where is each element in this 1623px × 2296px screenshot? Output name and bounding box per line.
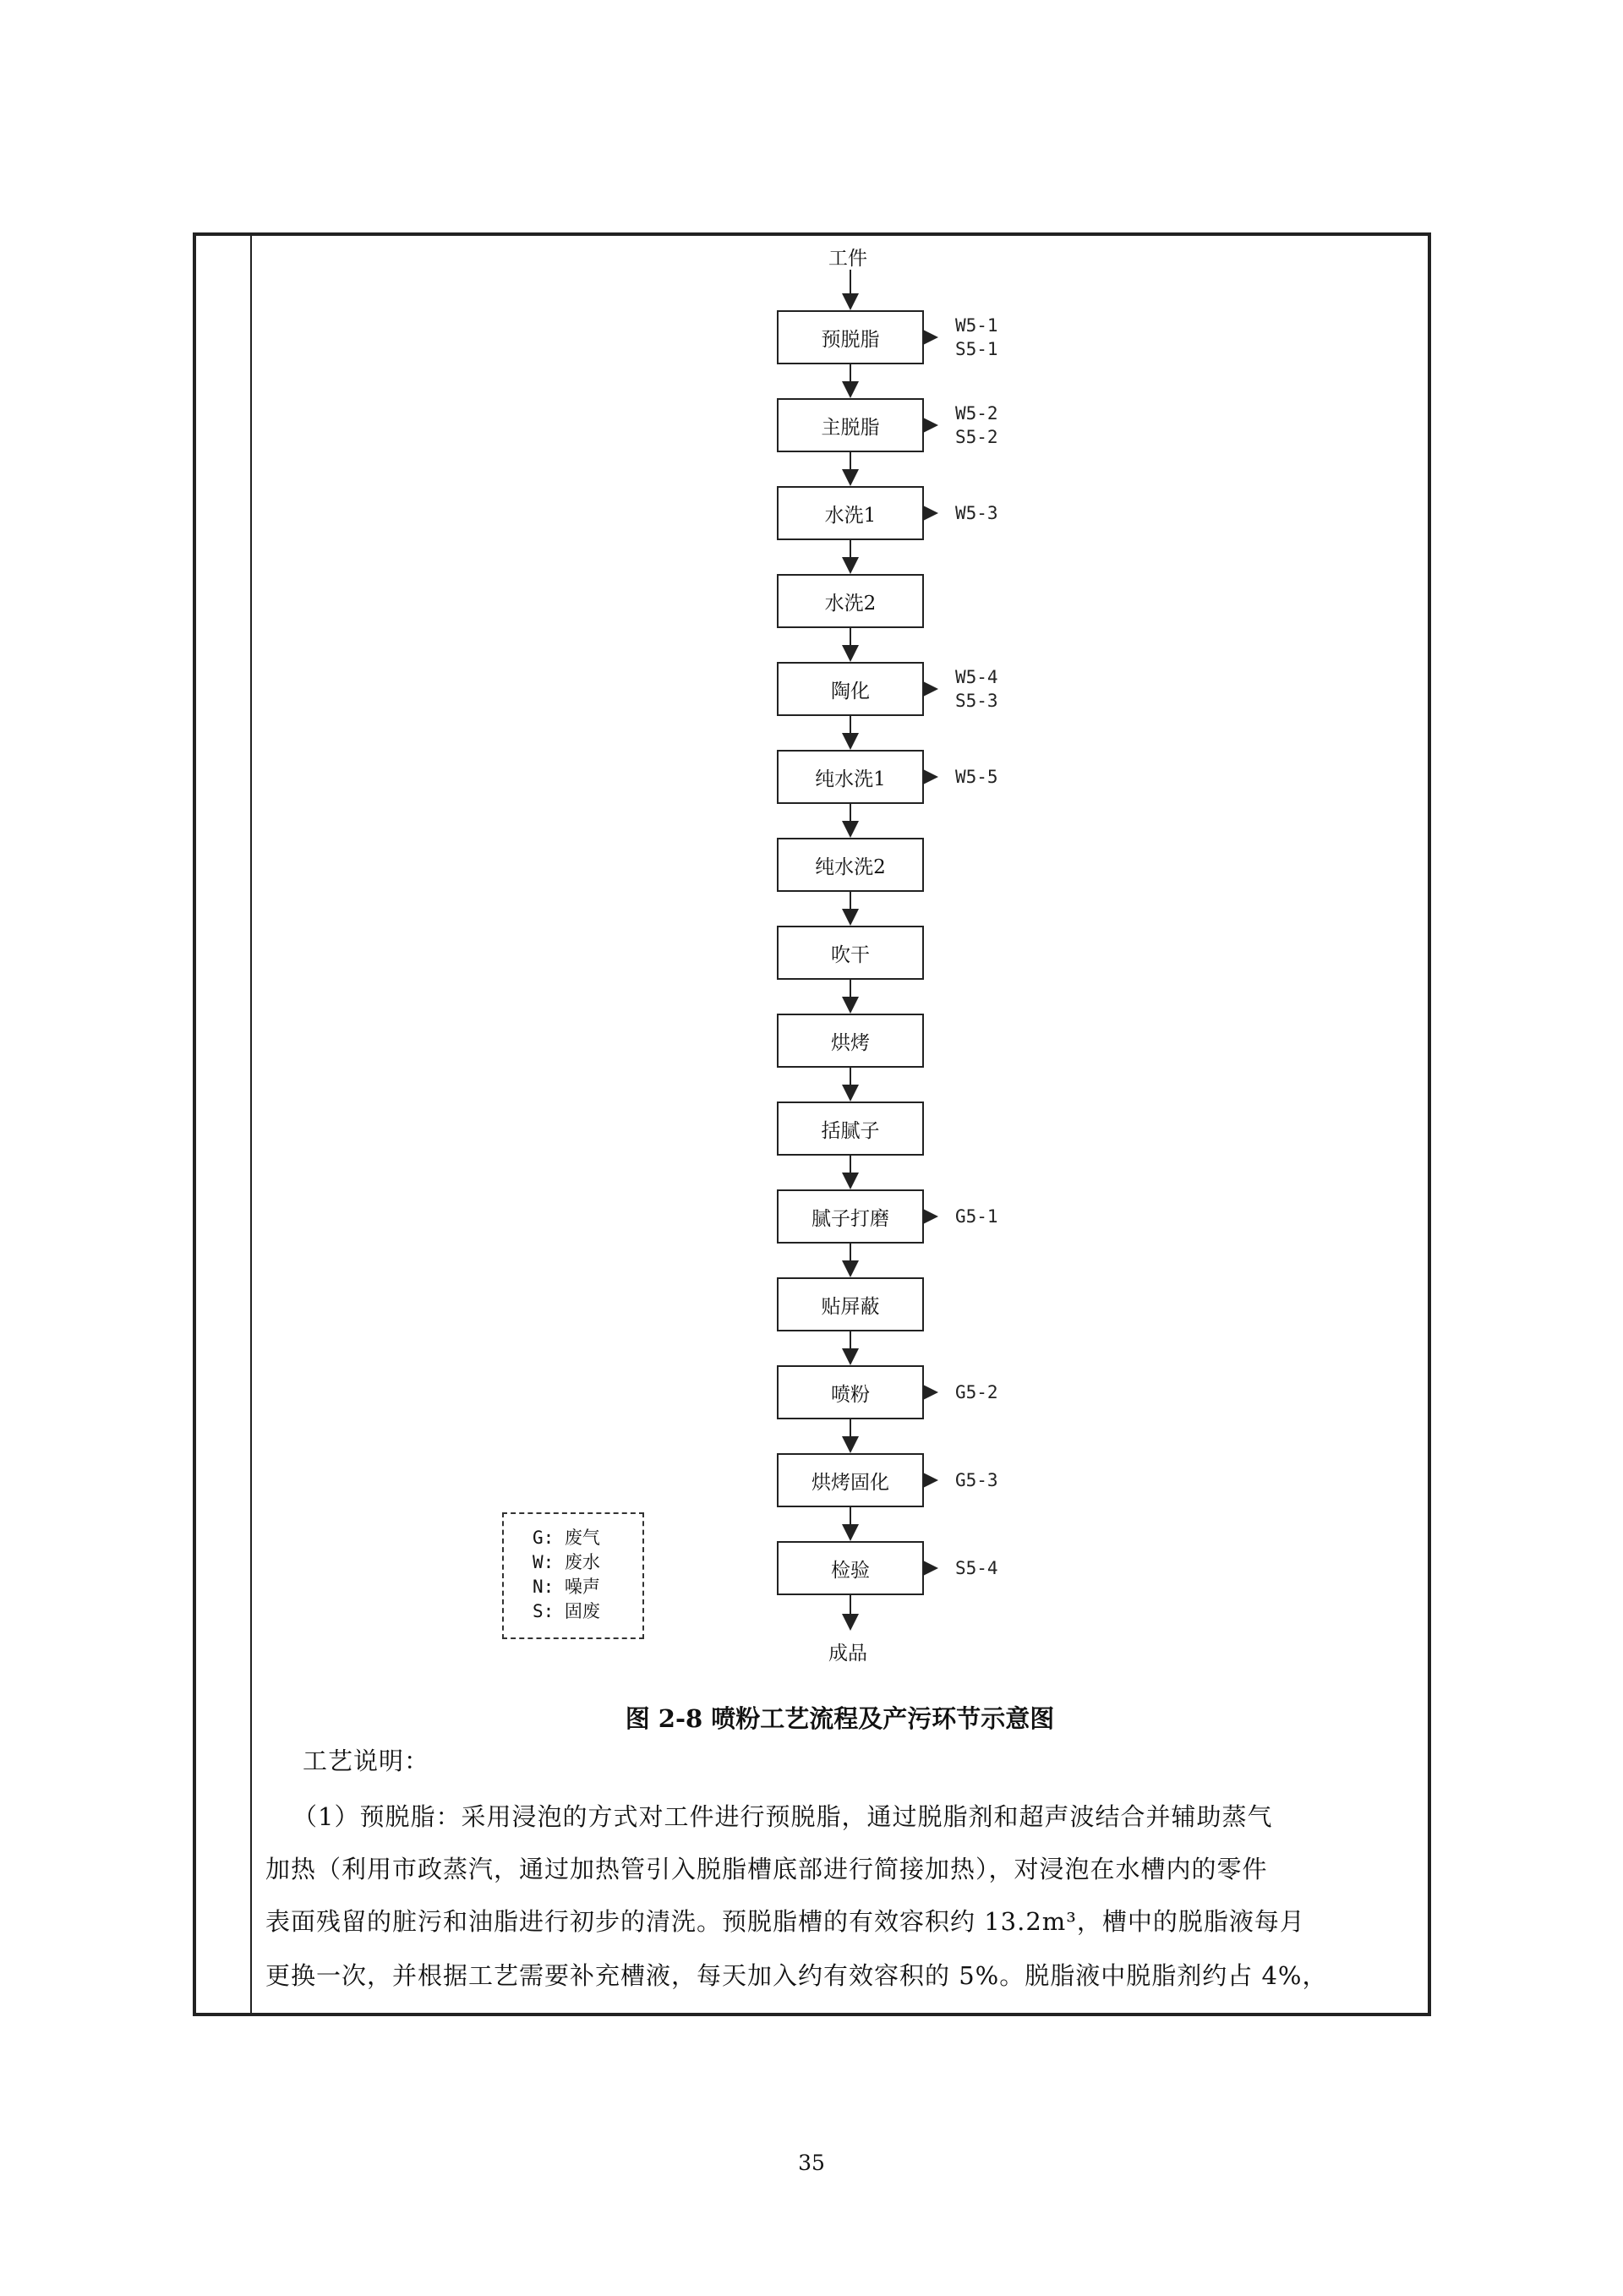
pollutant-code: G5-2	[955, 1382, 998, 1402]
pollutant-code: W5-5	[955, 767, 998, 787]
pollutant-code: W5-3	[955, 503, 998, 523]
process-step-box	[777, 1365, 924, 1419]
process-step-box	[777, 1189, 924, 1244]
pollutant-code: S5-1	[955, 339, 998, 359]
figure-caption: 图 2-8 喷粉工艺流程及产污环节示意图	[625, 1704, 1055, 1733]
flow-input-label: 工件	[828, 248, 867, 270]
process-step-label: 腻子打磨	[812, 1207, 889, 1230]
process-step-box	[777, 1277, 924, 1331]
process-step-label: 预脱脂	[821, 328, 880, 351]
body-line: 加热（利用市政蒸汽，通过加热管引入脱脂槽底部进行简接加热），对浸泡在水槽内的零件	[265, 1855, 1268, 1883]
pollutant-code: S5-2	[955, 427, 998, 447]
pollutant-code: W5-2	[955, 403, 998, 424]
process-step-box	[777, 1014, 924, 1068]
pollutant-output-label	[955, 501, 998, 525]
pollutant-output-label	[955, 314, 998, 361]
process-step-box	[777, 1541, 924, 1595]
process-step-box	[777, 926, 924, 980]
process-step-box	[777, 750, 924, 804]
pollutant-code: S5-3	[955, 691, 998, 711]
pollutant-code: G5-1	[955, 1206, 998, 1227]
flow-output-label: 成品	[828, 1643, 867, 1665]
process-step-label: 纯水洗2	[815, 856, 886, 878]
process-step-label: 纯水洗1	[815, 768, 886, 790]
pollutant-output-label	[955, 765, 998, 789]
pollutant-output-label	[955, 1468, 998, 1492]
process-step-label: 烘烤固化	[812, 1471, 889, 1494]
pollutant-code: W5-1	[955, 315, 998, 336]
pollutant-output-label	[955, 1380, 998, 1404]
process-step-label: 烘烤	[831, 1031, 870, 1054]
process-step-box	[777, 1102, 924, 1156]
pollutant-code: S5-4	[955, 1558, 998, 1578]
body-line: 工艺说明：	[303, 1747, 430, 1775]
page-number: 35	[798, 2151, 825, 2175]
pollutant-output-label	[955, 402, 998, 449]
process-step-label: 括腻子	[821, 1119, 880, 1142]
report-table-frame	[193, 232, 1431, 2016]
legend-box	[502, 1512, 644, 1639]
left-label-column	[196, 236, 252, 2013]
process-step-label: 检验	[831, 1559, 870, 1582]
process-step-box	[777, 398, 924, 452]
process-step-label: 水洗1	[824, 504, 877, 527]
process-step-box	[777, 486, 924, 540]
pollutant-code: W5-4	[955, 667, 998, 687]
process-step-label: 贴屏蔽	[821, 1295, 880, 1318]
process-step-label: 水洗2	[824, 592, 877, 615]
body-line: 更换一次，并根据工艺需要补充槽液，每天加入约有效容积的 5%。脱脂液中脱脂剂约占 4%，	[265, 1961, 1328, 1990]
process-step-label: 吹干	[831, 943, 870, 966]
legend-item: W: 废水	[533, 1552, 600, 1572]
pollutant-code: G5-3	[955, 1470, 998, 1490]
process-step-box	[777, 310, 924, 364]
legend-item: N: 噪声	[533, 1577, 600, 1597]
process-step-label: 主脱脂	[821, 416, 880, 439]
legend-item: G: 废气	[533, 1528, 600, 1548]
body-line: 表面残留的脏污和油脂进行初步的清洗。预脱脂槽的有效容积约 13.2m³，槽中的脱脂液每月	[265, 1907, 1305, 1936]
body-line: （1）预脱脂：采用浸泡的方式对工件进行预脱脂，通过脱脂剂和超声波结合并辅助蒸气	[292, 1802, 1273, 1831]
process-step-box	[777, 662, 924, 716]
process-step-label: 喷粉	[831, 1383, 870, 1406]
content-cell	[252, 236, 1428, 2013]
pollutant-output-label	[955, 665, 998, 713]
process-step-box	[777, 838, 924, 892]
legend-item: S: 固废	[533, 1601, 600, 1621]
process-step-label: 陶化	[831, 680, 870, 702]
process-step-box	[777, 574, 924, 628]
pollutant-output-label	[955, 1205, 998, 1228]
process-step-box	[777, 1453, 924, 1507]
pollutant-output-label	[955, 1556, 998, 1580]
